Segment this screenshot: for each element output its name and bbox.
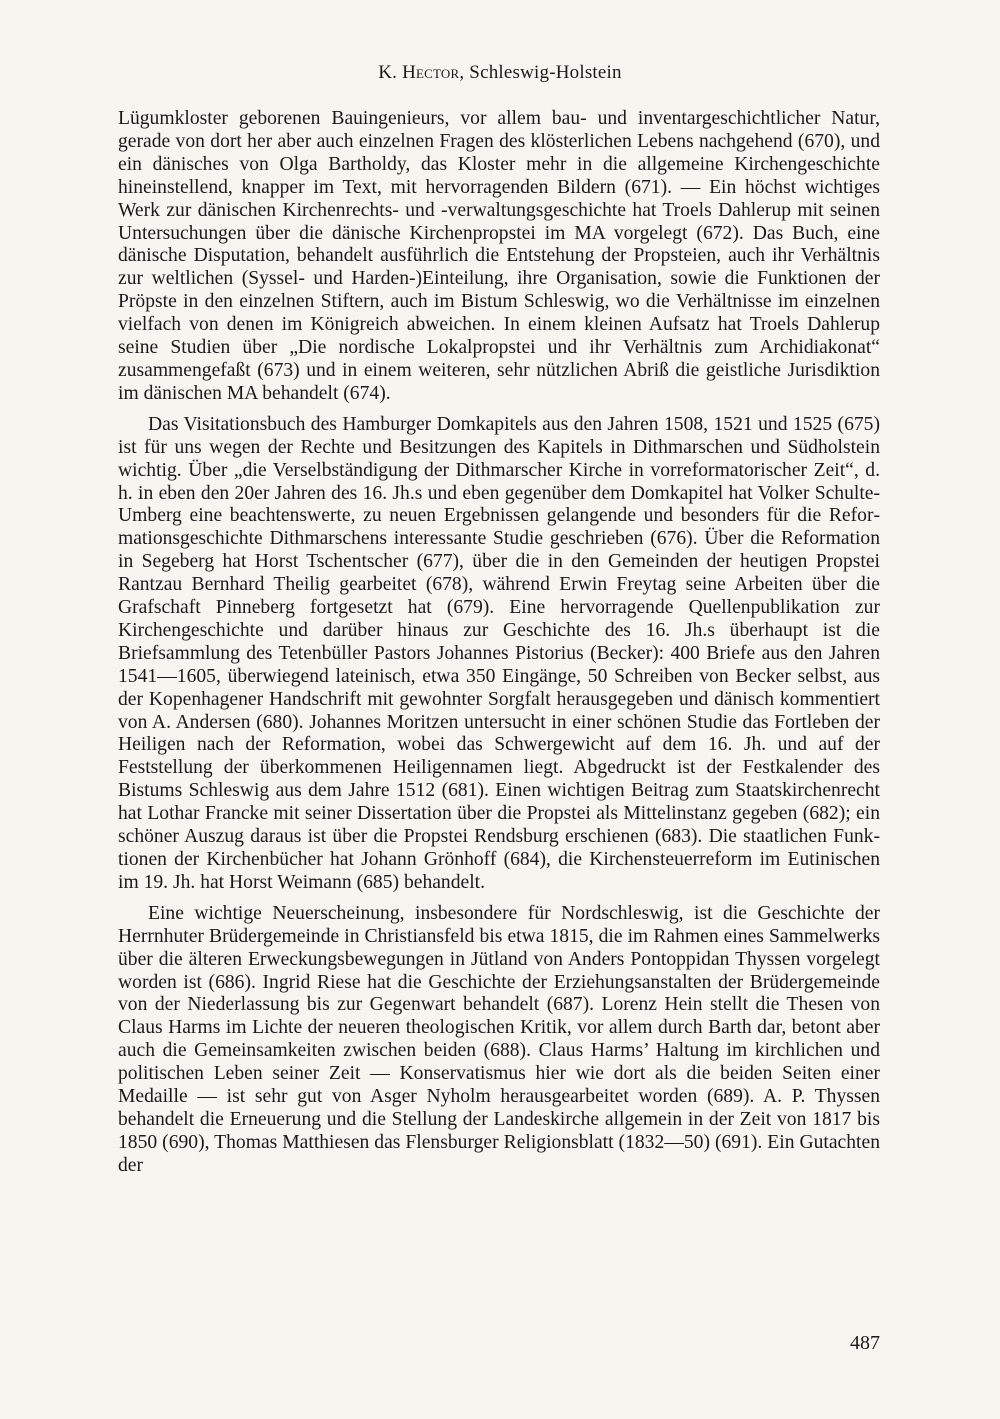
page-number: 487 [850,1332,880,1354]
paragraph-2: Das Visitationsbuch des Hamburger Domkapitels aus den Jahren 1508, 1521 und 1525 (675) ist für uns wegen der Rechte und Besitzungen des Kapitels in Dithmarschen und Südholstein wichtig. Über „die Verselbständigung der Dithmarscher Kirche in vorreformatorischer Zeit“, d. h. in eben den 20er Jahren des 16. Jh.s und eben gegenüber dem Domkapitel hat Volker Schulte-Umberg eine beachtenswerte, zu neuen Ergebnissen gelangende und besonders für die Reformationsgeschichte Dithmarschens interessante Studie geschrieben (676). Über die Reformation in Segeberg hat Horst Tschentscher (677), über die in den Gemeinden der heutigen Propstei Rantzau Bernhard Theilig gearbeitet (678), während Erwin Freytag seine Arbeiten über die Grafschaft Pinneberg fortgesetzt hat (679). Eine hervorragende Quellenpublikation zur Kirchengeschichte und darüber hinaus zur Geschichte des 16. Jh.s überhaupt ist die Briefsammlung des Tetenbüller Pastors Johannes Pistorius (Becker): 400 Briefe aus den Jahren 1541—1605, überwiegend lateinisch, etwa 350 Eingänge, 50 Schreiben von Becker selbst, aus der Kopenhagener Handschrift mit gewohnter Sorgfalt herausgegeben und dänisch kommentiert von A. Andersen (680). Johannes Moritzen untersucht in einer schönen Studie das Fortleben der Heiligen nach der Reformation, wobei das Schwergewicht auf dem 16. Jh. und auf der Feststellung der überkommenen Heiligennamen liegt. Abgedruckt ist der Festkalender des Bistums Schleswig aus dem Jahre 1512 (681). Einen wichtigen Beitrag zum Staatskirchenrecht hat Lothar Francke mit seiner Dissertation über die Propstei als Mittelinstanz gegeben (682); ein schöner Auszug daraus ist über die Propstei Rendsburg erschienen (683). Die staatlichen Funktionen der Kirchenbücher hat Johann Grönhoff (684), die Kirchensteuerreform im Eutinischen im 19. Jh. hat Horst Weimann (685) behandelt. [118,413,880,893]
header-author: K. Hector [378,62,460,83]
header-title: Schleswig-Holstein [469,62,622,83]
running-header [0,62,1000,84]
paragraph-1: Lügumkloster geborenen Bauingenieurs, vor allem bau- und inventargeschichtlicher Natur, gerade von dort her aber auch einzelnen Fragen des klösterlichen Lebens nachgehend (670), und ein dänisches von Olga Bartholdy, das Kloster mehr in die allgemeine Kirchengeschichte hineinstellend, knapper im Text, mit hervorragenden Bildern (671). — Ein höchst wichtiges Werk zur dänischen Kirchenrechts- und -verwaltungsgeschichte hat Troels Dahlerup mit seinen Untersuchungen über die dänische Kirchenpropstei im MA vorgelegt (672). Das Buch, eine dänische Disputation, behandelt ausführlich die Entstehung der Propsteien, auch ihr Verhältnis zur weltlichen (Syssel- und Harden-)Einteilung, ihre Organisation, sowie die Funktionen der Pröpste in den einzelnen Stiftern, auch im Bistum Schleswig, wo die Verhältnisse im einzelnen vielfach von denen im Königreich abweichen. In einem kleinen Aufsatz hat Troels Dahlerup seine Studien über „Die nordische Lokalpropstei und ihr Verhältnis zum Archidiakonat“ zusammengefaßt (673) und in einem weiteren, sehr nützlichen Abriß die geistliche Jurisdiktion im dänischen MA behandelt (674). [118,108,880,404]
header-separator: , [459,62,470,83]
body-text [118,108,880,1178]
paragraph-3: Eine wichtige Neuerscheinung, insbesondere für Nordschleswig, ist die Geschichte der Herrnhuter Brüdergemeinde in Christiansfeld bis etwa 1815, die im Rahmen eines Sammelwerks über die älteren Erweckungsbewegungen in Jütland von Anders Pontoppidan Thyssen vorgelegt worden ist (686). Ingrid Riese hat die Geschichte der Erziehungsanstalten der Brüdergemeinde von der Niederlassung bis zur Gegenwart behandelt (687). Lorenz Hein stellt die Thesen von Claus Harms im Lichte der neueren theologischen Kritik, vor allem durch Barth dar, betont aber auch die Gemeinsamkeiten zwischen beiden (688). Claus Harms’ Haltung im kirchlichen und politischen Leben seiner Zeit — Konservatismus hier wie dort als die beiden Seiten einer Medaille — ist sehr gut von Asger Nyholm herausgearbeitet worden (689). A. P. Thyssen behandelt die Erneuerung und die Stellung der Landeskirche allgemein in der Zeit von 1817 bis 1850 (690), Thomas Matthiesen das Flensburger Religionsblatt (1832—50) (691). Ein Gutachten der [118,902,880,1176]
